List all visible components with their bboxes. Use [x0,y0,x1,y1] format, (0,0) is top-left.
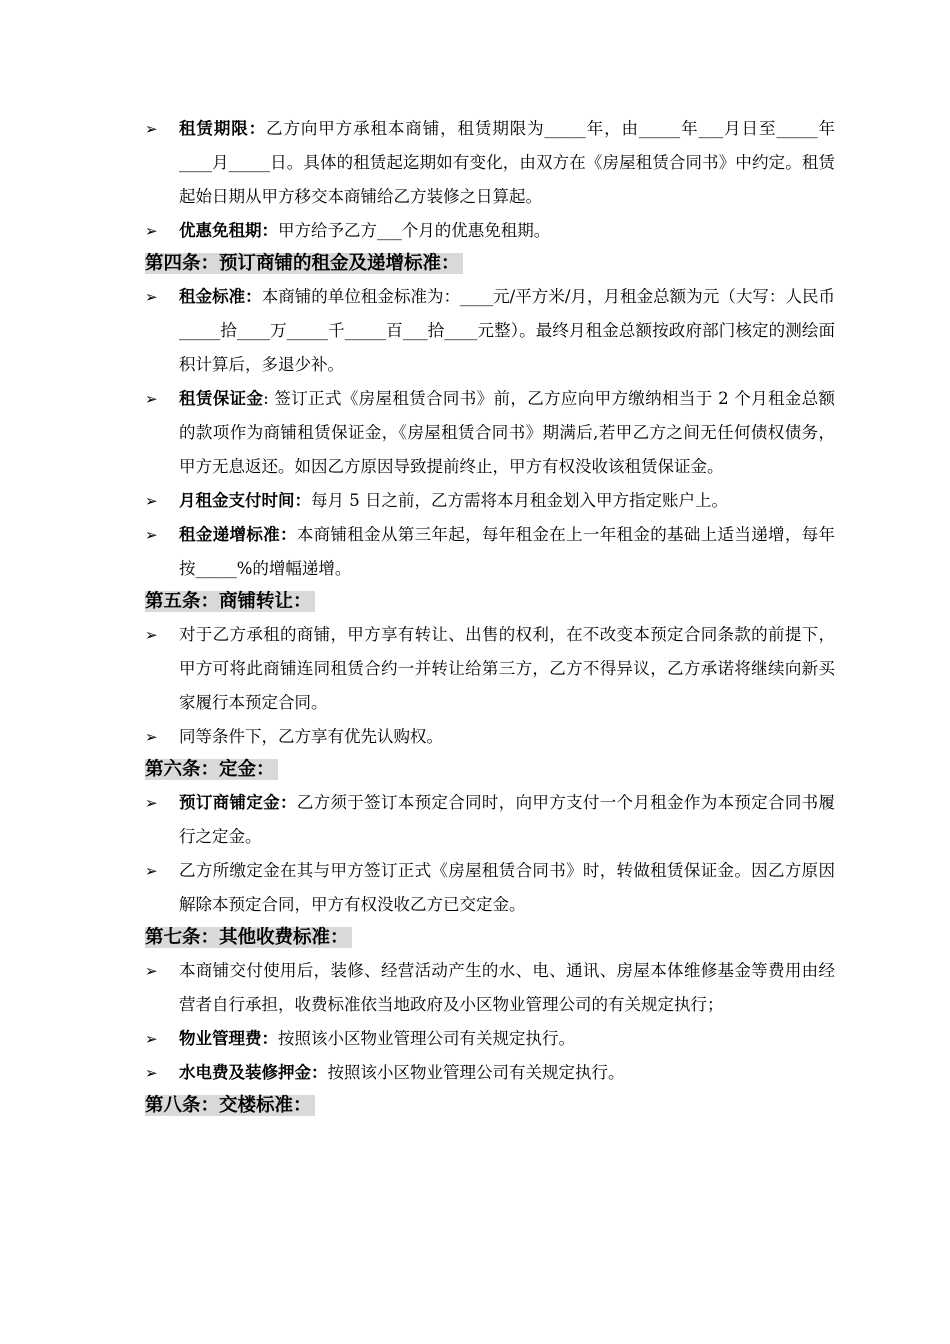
clause-label: 预订商铺定金： [179,793,297,812]
section-heading-text: 第五条：商铺转让： [145,591,315,612]
clause-text: 对于乙方承租的商铺，甲方享有转让、出售的权利，在不改变本预定合同条款的前提下，甲方可将此商铺连同租赁合约一并转让给第三方，乙方不得异议，乙方承诺将继续向新买家履行本预定合同。 [179,625,835,712]
clause-label: 租赁保证金 [179,389,264,408]
clause-item [145,854,835,922]
clause-item [145,382,835,484]
bullet-arrow-icon: ➢ [145,120,158,138]
clause-item [145,618,835,720]
section-heading-text: 第六条：定金： [145,759,278,780]
clause-label: 租金标准： [179,287,262,306]
clause-text: 本商铺租金从第三年起，每年租金在上一年租金的基础上适当递增，每年按_____%的增幅递增。 [179,525,836,578]
bullet-arrow-icon: ➢ [145,728,158,746]
bullet-arrow-icon: ➢ [145,1064,158,1082]
section-heading-text: 第八条：交楼标准： [145,1095,315,1116]
clause-item [145,214,835,248]
bullet-arrow-icon: ➢ [145,492,158,510]
section-heading [145,754,835,786]
bullet-arrow-icon: ➢ [145,862,158,880]
bullet-arrow-icon: ➢ [145,626,158,644]
section-heading [145,248,835,280]
section-heading [145,586,835,618]
clause-text: 按照该小区物业管理公司有关规定执行。 [278,1029,575,1048]
clause-label: 租赁期限： [179,119,267,138]
section-heading-text: 第四条：预订商铺的租金及递增标准： [145,253,463,274]
section-heading [145,1090,835,1122]
clause-text: 乙方须于签订本预定合同时，向甲方支付一个月租金作为本预定合同书履行之定金。 [179,793,836,846]
bullet-arrow-icon: ➢ [145,526,158,544]
clause-item [145,720,835,754]
clause-item [145,1056,835,1090]
clause-text: : 签订正式《房屋租赁合同书》前，乙方应向甲方缴纳相当于 2 个月租金总额的款项作为商铺租赁保证金，《房屋租赁合同书》期满后,若甲乙方之间无任何债权债务，甲方无息返还。如因乙方原因导致提前终止，甲方有权没收该租赁保证金。 [179,389,836,476]
clause-label: 物业管理费： [179,1029,278,1048]
clause-item [145,786,835,854]
contract-body [145,112,835,1122]
section-heading [145,922,835,954]
clause-item [145,484,835,518]
clause-text: 本商铺交付使用后，装修、经营活动产生的水、电、通讯、房屋本体维修基金等费用由经营者自行承担，收费标准依当地政府及小区物业管理公司的有关规定执行； [179,961,835,1014]
clause-item [145,954,835,1022]
clause-item [145,280,835,382]
clause-text: 本商铺的单位租金标准为：____元/平方米/月，月租金总额为元（大写：人民币_____拾____万_____千_____百___拾____元整）。最终月租金总额按政府部门核定的测绘面积计算后，多退少补。 [179,287,836,374]
clause-label: 水电费及装修押金： [179,1063,328,1082]
clause-text: 乙方向甲方承租本商铺，租赁期限为_____年，由_____年___月日至_____年____月_____日。具体的租赁起迄期如有变化，由双方在《房屋租赁合同书》中约定。租赁起始日期从甲方移交本商铺给乙方装修之日算起。 [179,119,835,206]
bullet-arrow-icon: ➢ [145,390,158,408]
clause-item [145,112,835,214]
clause-item [145,1022,835,1056]
clause-item [145,518,835,586]
bullet-arrow-icon: ➢ [145,962,158,980]
clause-text: 甲方给予乙方___个月的优惠免租期。 [278,221,551,240]
bullet-arrow-icon: ➢ [145,1030,158,1048]
clause-text: 每月 5 日之前，乙方需将本月租金划入甲方指定账户上。 [311,491,728,510]
clause-text: 乙方所缴定金在其与甲方签订正式《房屋租赁合同书》时，转做租赁保证金。因乙方原因解除本预定合同，甲方有权没收乙方已交定金。 [179,861,835,914]
clause-label: 月租金支付时间： [179,491,311,510]
section-heading-text: 第七条：其他收费标准： [145,927,352,948]
bullet-arrow-icon: ➢ [145,222,158,240]
clause-text: 同等条件下，乙方享有优先认购权。 [179,727,443,746]
bullet-arrow-icon: ➢ [145,288,158,306]
clause-text: 按照该小区物业管理公司有关规定执行。 [327,1063,625,1082]
bullet-arrow-icon: ➢ [145,794,158,812]
clause-label: 优惠免租期： [179,221,278,240]
clause-label: 租金递增标准： [179,525,297,544]
